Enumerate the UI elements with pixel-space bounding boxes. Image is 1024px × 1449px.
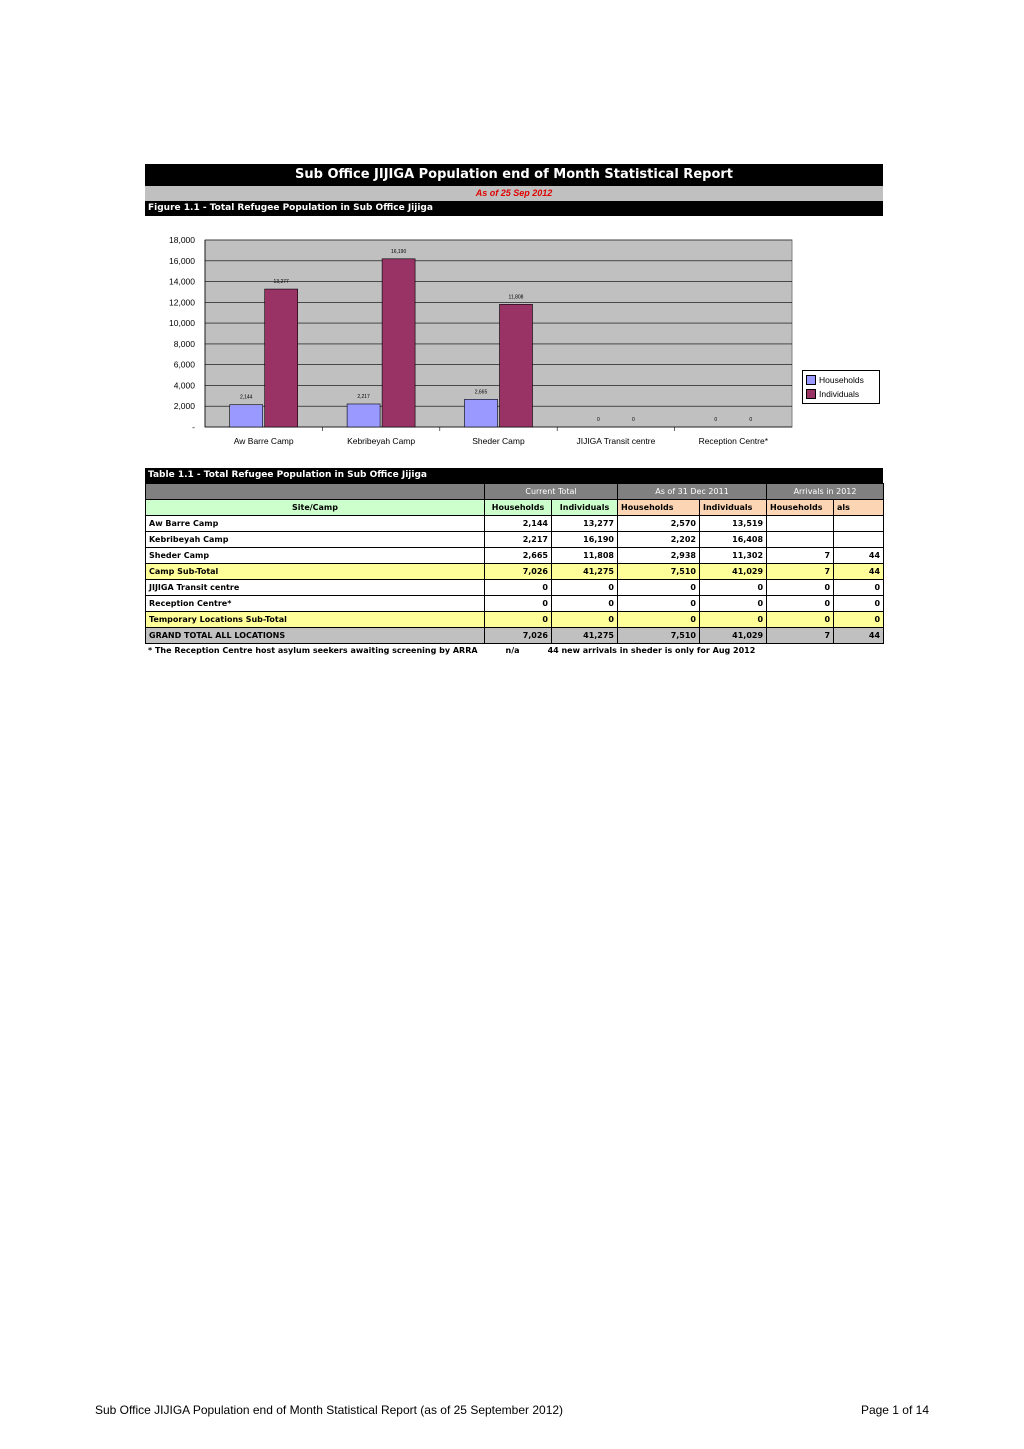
bar-households bbox=[347, 404, 380, 427]
value-cell: 0 bbox=[834, 612, 884, 628]
table-row bbox=[146, 580, 884, 596]
y-tick-label: 16,000 bbox=[169, 255, 195, 266]
y-tick-label: 8,000 bbox=[173, 338, 195, 349]
value-cell: 0 bbox=[767, 596, 834, 612]
col-header-site: Site/Camp bbox=[146, 500, 485, 516]
value-cell: 0 bbox=[485, 580, 552, 596]
legend-label-households: Households bbox=[819, 375, 864, 385]
value-cell: 0 bbox=[618, 612, 700, 628]
value-cell: 41,275 bbox=[552, 628, 618, 644]
y-tick-label: 10,000 bbox=[169, 318, 195, 329]
data-label-individuals: 16,190 bbox=[390, 248, 407, 255]
value-cell: 44 bbox=[834, 564, 884, 580]
value-cell: 11,302 bbox=[700, 548, 767, 564]
group-header-blank bbox=[146, 484, 485, 500]
table-row bbox=[146, 516, 884, 532]
table-row bbox=[146, 628, 884, 644]
value-cell: 0 bbox=[485, 596, 552, 612]
report-page bbox=[145, 164, 883, 655]
data-label-households: 2,665 bbox=[474, 389, 488, 396]
footer-title: Sub Office JIJIGA Population end of Month Statistical Report (as of 25 September 2012) bbox=[95, 1403, 564, 1417]
report-date: As of 25 Sep 2012 bbox=[145, 186, 883, 201]
legend-swatch-households bbox=[806, 375, 816, 385]
data-label-individuals: 11,808 bbox=[508, 294, 524, 301]
group-header-row bbox=[146, 484, 884, 500]
col-header-individuals: Individuals bbox=[552, 500, 618, 516]
site-cell: Camp Sub-Total bbox=[146, 564, 485, 580]
value-cell: 7,026 bbox=[485, 628, 552, 644]
value-cell: 0 bbox=[485, 612, 552, 628]
data-label-individuals: 13,277 bbox=[273, 279, 289, 286]
x-category-label: JIJIGA Transit centre bbox=[576, 436, 656, 446]
y-tick-label: 4,000 bbox=[173, 380, 195, 391]
report-title: Sub Office JIJIGA Population end of Month Statistical Report bbox=[145, 164, 883, 186]
value-cell: 7,026 bbox=[485, 564, 552, 580]
value-cell: 0 bbox=[552, 580, 618, 596]
value-cell: 13,277 bbox=[552, 516, 618, 532]
data-label-households: 2,144 bbox=[239, 394, 253, 401]
table-row bbox=[146, 564, 884, 580]
value-cell: 0 bbox=[834, 580, 884, 596]
legend-item-individuals bbox=[806, 387, 876, 401]
data-label-individuals: 0 bbox=[749, 417, 753, 423]
value-cell: 16,408 bbox=[700, 532, 767, 548]
bar-individuals bbox=[265, 289, 298, 427]
value-cell: 0 bbox=[767, 612, 834, 628]
value-cell bbox=[767, 516, 834, 532]
group-header-current: Current Total bbox=[485, 484, 618, 500]
value-cell: 11,808 bbox=[552, 548, 618, 564]
value-cell: 0 bbox=[700, 612, 767, 628]
y-tick-label: - bbox=[192, 422, 195, 432]
value-cell: 2,665 bbox=[485, 548, 552, 564]
chart-legend bbox=[802, 370, 880, 404]
population-table bbox=[145, 483, 884, 644]
value-cell: 7,510 bbox=[618, 564, 700, 580]
group-header-arrivals: Arrivals in 2012 bbox=[767, 484, 884, 500]
table-row bbox=[146, 548, 884, 564]
value-cell: 2,202 bbox=[618, 532, 700, 548]
value-cell: 41,275 bbox=[552, 564, 618, 580]
site-cell: Temporary Locations Sub-Total bbox=[146, 612, 485, 628]
population-chart bbox=[145, 216, 883, 468]
value-cell: 2,144 bbox=[485, 516, 552, 532]
bar-households bbox=[230, 405, 263, 427]
value-cell: 7 bbox=[767, 564, 834, 580]
table-row bbox=[146, 532, 884, 548]
y-tick-label: 6,000 bbox=[173, 359, 195, 370]
value-cell: 0 bbox=[700, 580, 767, 596]
value-cell: 7 bbox=[767, 548, 834, 564]
table-note bbox=[145, 646, 883, 655]
table-row bbox=[146, 612, 884, 628]
column-header-row bbox=[146, 500, 884, 516]
x-category-label: Reception Centre* bbox=[698, 436, 769, 446]
data-label-individuals: 0 bbox=[632, 417, 635, 423]
value-cell: 44 bbox=[834, 628, 884, 644]
value-cell: 0 bbox=[552, 612, 618, 628]
value-cell: 41,029 bbox=[700, 628, 767, 644]
value-cell: 0 bbox=[618, 596, 700, 612]
value-cell: 16,190 bbox=[552, 532, 618, 548]
data-label-households: 2,217 bbox=[357, 393, 370, 400]
value-cell: 44 bbox=[834, 548, 884, 564]
note-na: n/a bbox=[505, 646, 520, 655]
data-label-households: 0 bbox=[714, 417, 718, 423]
legend-swatch-individuals bbox=[806, 389, 816, 399]
value-cell: 7 bbox=[767, 628, 834, 644]
table-caption: Table 1.1 - Total Refugee Population in Sub Office Jijiga bbox=[145, 468, 883, 483]
value-cell: 0 bbox=[767, 580, 834, 596]
value-cell: 0 bbox=[552, 596, 618, 612]
population-chart-svg bbox=[145, 216, 883, 468]
site-cell: Reception Centre* bbox=[146, 596, 485, 612]
value-cell: 2,570 bbox=[618, 516, 700, 532]
bar-individuals bbox=[382, 259, 415, 427]
figure-caption: Figure 1.1 - Total Refugee Population in Sub Office Jijiga bbox=[145, 201, 883, 216]
site-cell: Sheder Camp bbox=[146, 548, 485, 564]
y-tick-label: 12,000 bbox=[169, 297, 195, 308]
y-tick-label: 18,000 bbox=[169, 235, 195, 245]
value-cell: 7,510 bbox=[618, 628, 700, 644]
col-header-individuals: Individuals bbox=[700, 500, 767, 516]
x-category-label: Aw Barre Camp bbox=[233, 436, 294, 446]
col-header-households: Households bbox=[485, 500, 552, 516]
y-tick-label: 2,000 bbox=[173, 401, 195, 412]
site-cell: Aw Barre Camp bbox=[146, 516, 485, 532]
value-cell: 0 bbox=[834, 596, 884, 612]
note-reception: * The Reception Centre host asylum seekers awaiting screening by ARRA bbox=[148, 646, 478, 655]
bar-individuals bbox=[500, 304, 533, 427]
legend-item-households bbox=[806, 373, 876, 387]
value-cell bbox=[834, 516, 884, 532]
y-tick-label: 14,000 bbox=[169, 276, 195, 287]
value-cell: 0 bbox=[618, 580, 700, 596]
site-cell: JIJIGA Transit centre bbox=[146, 580, 485, 596]
bar-households bbox=[465, 399, 498, 427]
col-header-households: Households bbox=[618, 500, 700, 516]
col-header-households: Households bbox=[767, 500, 834, 516]
col-header-individuals: als bbox=[834, 500, 884, 516]
site-cell: GRAND TOTAL ALL LOCATIONS bbox=[146, 628, 485, 644]
table-row bbox=[146, 596, 884, 612]
value-cell bbox=[767, 532, 834, 548]
value-cell bbox=[834, 532, 884, 548]
legend-label-individuals: Individuals bbox=[819, 389, 860, 399]
value-cell: 2,217 bbox=[485, 532, 552, 548]
value-cell: 13,519 bbox=[700, 516, 767, 532]
group-header-dec2011: As of 31 Dec 2011 bbox=[618, 484, 767, 500]
footer-page-number: Page 1 of 14 bbox=[860, 1403, 929, 1417]
x-category-label: Kebribeyah Camp bbox=[347, 436, 416, 446]
value-cell: 0 bbox=[700, 596, 767, 612]
value-cell: 2,938 bbox=[618, 548, 700, 564]
data-label-households: 0 bbox=[597, 417, 600, 423]
value-cell: 41,029 bbox=[700, 564, 767, 580]
x-category-label: Sheder Camp bbox=[472, 436, 525, 446]
note-arrivals: 44 new arrivals in sheder is only for Aug 2012 bbox=[547, 646, 756, 655]
site-cell: Kebribeyah Camp bbox=[146, 532, 485, 548]
